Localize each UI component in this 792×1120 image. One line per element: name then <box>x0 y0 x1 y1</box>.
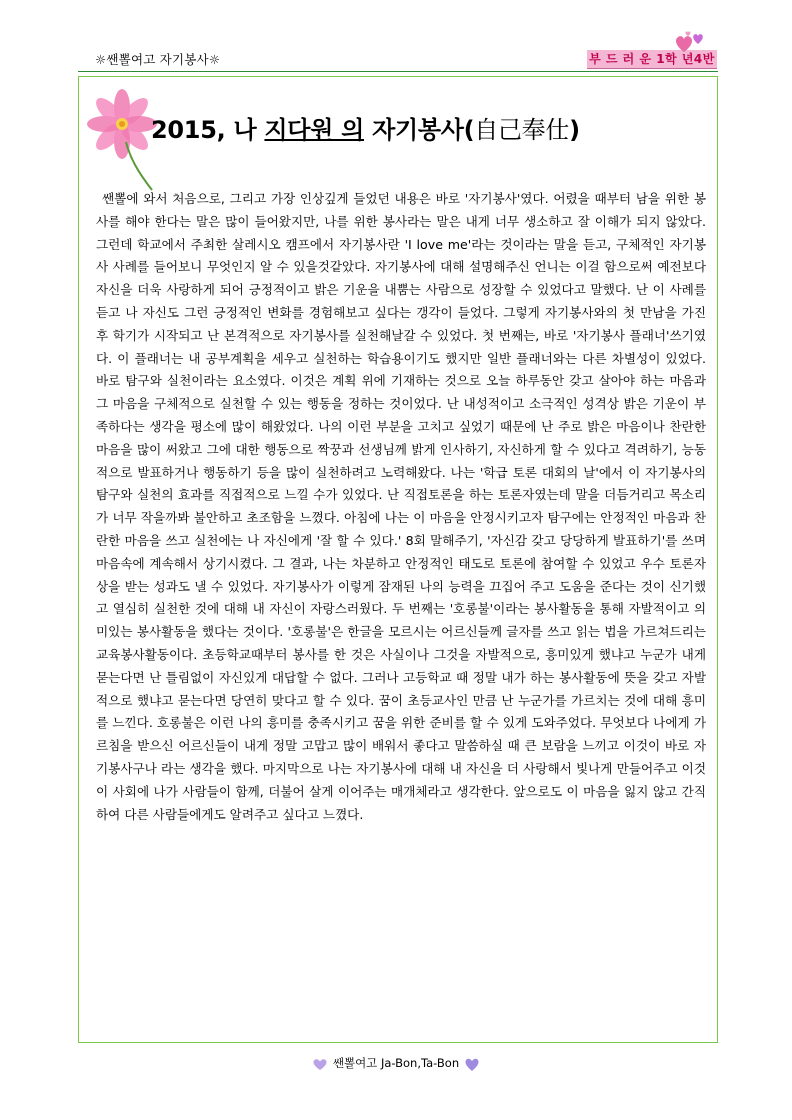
footer <box>0 1055 792 1072</box>
class-badge: 부 드 러 운 1학 년4반 <box>587 50 717 69</box>
title-author: 지다원 의 <box>264 116 365 144</box>
title-hanja: 自己奉仕 <box>474 116 570 144</box>
lavender-heart-icon <box>463 1056 481 1072</box>
page-title <box>151 110 580 145</box>
header-school-title: ☼쌘뽈여고 자기봉사☼ <box>95 52 221 67</box>
header-rule <box>78 71 718 72</box>
footer-text: 쌘뽈여고 Ja-Bon,Ta-Bon <box>332 1056 460 1070</box>
essay-paragraph: 쌘뽈에 와서 처음으로, 그리고 가장 인상깊게 들었던 내용은 바로 '자기봉사'였다. 어렸을 때부터 남을 위한 봉사를 해야 한다는 말은 많이 들어왔지만, 나를 위한 봉사라는 말은 내게 너무 생소하고 잘 이해가 되지 않았다. 그런데 학교에서 주최한 살레시오 캠프에서 자기봉사란 'I love me'라는 것이라는 말을 듣고, 구체적인 자기봉사 사례를 들어보니 무엇인지 알 수 있을것같았다. 자기봉사에 대해 설명해주신 언니는 이걸 함으로써 예전보다 자신을 더욱 사랑하게 되어 긍정적이고 밝은 기운을 내뿜는 사람으로 성장할 수 있었다고 말했다. 난 이 사례를 듣고 나 자신도 그런 긍정적인 변화를 경험해보고 싶다는 갱각이 들었다. 그렇게 자기봉사와의 첫 만남을 가진 후 학기가 시작되고 난 본격적으로 자기봉사를 실천해날갈 수 있었다. 첫 번째는, 바로 '자기봉사 플래너'쓰기였다. 이 플래너는 내 공부계획을 세우고 실천하는 학습용이기도 했지만 일반 플래너와는 다른 차별성이 있었다. 바로 탐구와 실천이라는 요소였다. 이것은 계획 위에 기재하는 것으로 오늘 하루동안 갖고 살아야 하는 마음과 그 마음을 구체적으로 실천할 수 있는 행동을 정하는 것이었다. 난 내성적이고 소극적인 성격상 밝은 기운이 부족하다는 생각을 평소에 많이 해왔었다. 나의 이런 부분을 고치고 싶었기 때문에 난 주로 밝은 마음이나 찬란한 마음을 많이 써왔고 그에 대한 행동으로 짝꿍과 선생님께 밝게 인사하기, 자신하게 할 수 있다고 격려하기, 능동적으로 발표하거나 행동하기 등을 많이 실천하려고 노력해왔다. 나는 '학급 토론 대회의 날'에서 이 자기봉사의 탐구와 실천의 효과를 직접적으로 느낄 수가 있었다. 난 직접토론을 하는 토론자였는데 말을 더듬거리고 목소리가 너무 작을까봐 불안하고 초조함을 느꼈다. 아침에 나는 이 마음을 안정시키고자 탐구에는 안정적인 마음과 찬란한 마음을 쓰고 실천에는 나 자신에게 '잘 할 수 있다.' 8회 말해주기, '자신감 갖고 당당하게 발표하기'를 쓰며 마음속에 계속해서 상기시켰다. 그 결과, 나는 차분하고 안정적인 태도로 토론에 참여할 수 있었고 우수 토론자 상을 받는 성과도 낼 수 있었다. 자기봉사가 이렇게 잠재된 나의 능력을 끄집어 주고 도움을 준다는 것이 신기했고 열심히 실천한 것에 대해 내 자신이 자랑스러웠다. 두 번째는 '호롱불'이라는 봉사활동을 통해 자발적이고 의미있는 봉사활동을 했다는 것이다. '호롱불'은 한글을 모르시는 어르신들께 글자를 쓰고 읽는 법을 가르쳐드리는 교육봉사활동이다. 초등학교때부터 봉사를 한 것은 사실이나 그것을 자발적으로, 흥미있게 했냐고 누군가 내게 묻는다면 난 틀림없이 자신있게 대답할 수 없다. 그러나 고등학교 때 정말 내가 하는 봉사활동에 뜻을 갖고 자발적으로 했냐고 묻는다면 당연히 맞다고 할 수 있다. 꿈이 초등교사인 만큼 난 누군가를 가르치는 것에 대해 흥미를 느낀다. 호롱불은 이런 나의 흥미를 충족시키고 꿈을 위한 준비를 할 수 있게 도와주었다. 무엇보다 나에게 가르침을 받으신 어르신들이 내게 정말 고맙고 많이 배워서 좋다고 말씀하실 때 큰 보람을 느끼고 이것이 바로 자기봉사구나 라는 생각을 했다. 마지막으로 나는 자기봉사에 대해 내 자신을 더 사랑해서 빛나게 만들어주고 이것이 사회에 나가 사람들이 함께, 더불어 살게 이어주는 매개체라고 생각한다. 앞으로도 이 마음을 잃지 않고 간직하여 다른 사람들에게도 알려주고 싶다고 느꼈다. <box>96 191 706 822</box>
essay-body <box>96 188 706 826</box>
title-year: 2015, 나 <box>151 116 265 144</box>
pink-hearts-icon <box>670 30 710 60</box>
title-middle: 자기봉사( <box>364 116 475 144</box>
title-close: ) <box>569 116 580 144</box>
lavender-heart-icon <box>311 1057 329 1071</box>
